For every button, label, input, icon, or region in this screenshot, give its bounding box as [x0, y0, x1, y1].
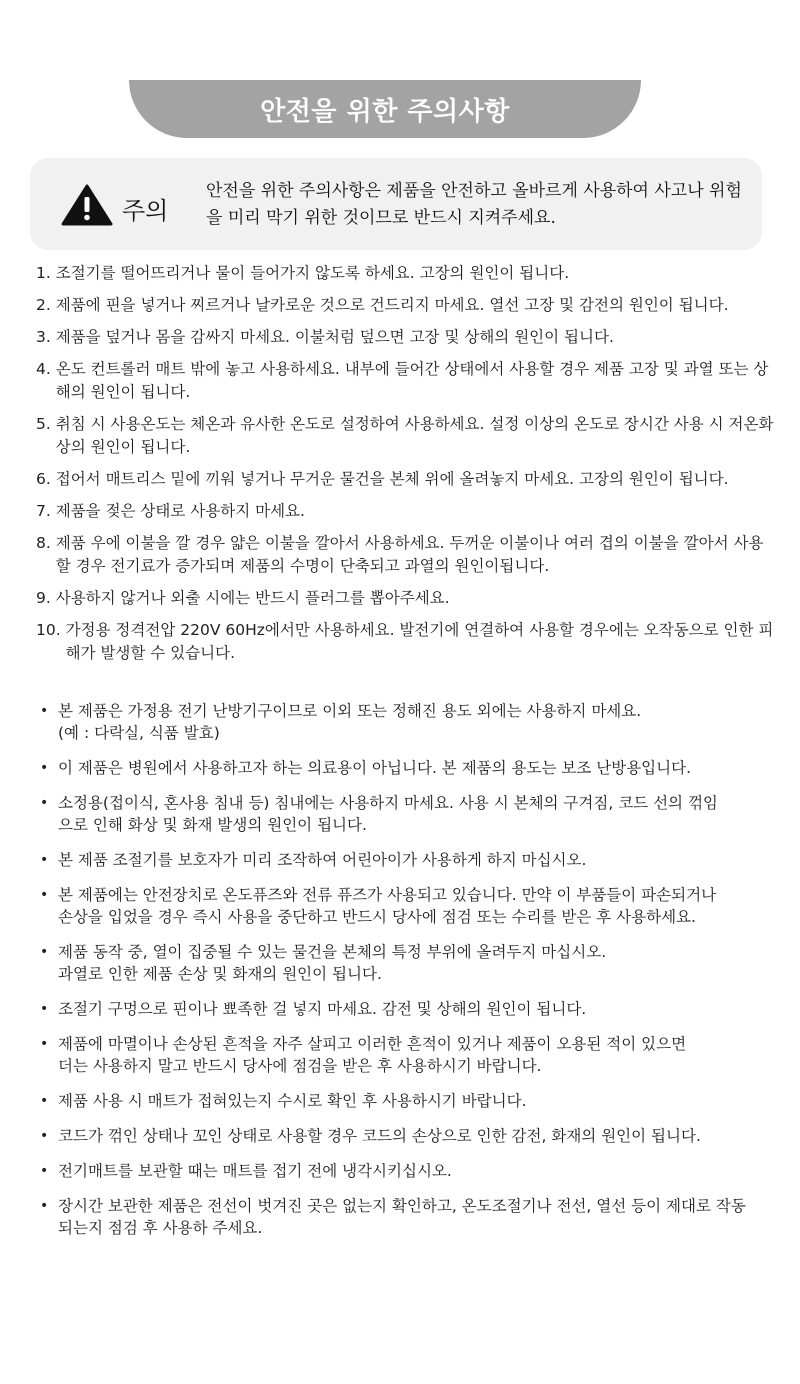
numbered-item: [36, 619, 776, 665]
bullet-item: [40, 998, 770, 1020]
bullet-text: 소정용(접이식, 혼사용 침내 등) 침내에는 사용하지 마세요. 사용 시 본체의 구겨짐, 코드 선의 꺾임 으로 인해 화상 및 화재 발생의 원인이 됩니다.: [58, 794, 718, 834]
item-number: 9.: [36, 589, 56, 607]
bullet-dot-icon: •: [40, 760, 49, 776]
bullet-item: [40, 1033, 770, 1077]
bullet-dot-icon: •: [40, 1093, 49, 1109]
bullet-dot-icon: •: [40, 1001, 49, 1017]
header-banner: [129, 80, 641, 138]
numbered-item: [36, 532, 776, 578]
bullet-dot-icon: •: [40, 1036, 49, 1052]
item-text: 접어서 매트리스 밑에 끼워 넣거나 무거운 물건을 본체 위에 올려놓지 마세요. 고장의 원인이 됩니다.: [55, 470, 729, 488]
bullet-item: [40, 700, 770, 744]
bullet-text: 제품에 마멸이나 손상된 흔적을 자주 살피고 이러한 흔적이 있거나 제품이 오용된 적이 있으면 더는 사용하지 말고 반드시 당사에 점검을 받은 후 사용하시기 바랍니다.: [58, 1035, 687, 1075]
item-text: 가정용 정격전압 220V 60Hz에서만 사용하세요. 발전기에 연결하여 사용할 경우에는 오작동으로 인한 피해가 발생할 수 있습니다.: [65, 621, 774, 662]
item-text: 취침 시 사용온도는 체온과 유사한 온도로 설정하여 사용하세요. 설정 이상의 온도로 장시간 사용 시 저온화상의 원인이 됩니다.: [55, 415, 774, 456]
bullet-text: 이 제품은 병원에서 사용하고자 하는 의료용이 아닙니다. 본 제품의 용도는 보조 난방용입니다.: [58, 759, 692, 777]
item-text: 온도 컨트롤러 매트 밖에 놓고 사용하세요. 내부에 들어간 상태에서 사용할 경우 제품 고장 및 과열 또는 상해의 원인이 됩니다.: [55, 360, 769, 401]
numbered-item: [36, 326, 776, 349]
bullet-item: [40, 941, 770, 985]
bullet-precautions: [40, 700, 770, 1252]
item-number: 8.: [36, 534, 56, 552]
caution-text: 안전을 위한 주의사항은 제품을 안전하고 올바르게 사용하여 사고나 위험을 미리 막기 위한 것이므로 반드시 지켜주세요.: [206, 181, 742, 228]
bullet-dot-icon: •: [40, 887, 49, 903]
bullet-text: 코드가 꺾인 상태나 꼬인 상태로 사용할 경우 코드의 손상으로 인한 감전, 화재의 원인이 됩니다.: [58, 1127, 701, 1145]
bullet-dot-icon: •: [40, 852, 49, 868]
bullet-dot-icon: •: [40, 703, 49, 719]
bullet-text: 본 제품은 가정용 전기 난방기구이므로 이외 또는 정해진 용도 외에는 사용하지 마세요. (예 : 다락실, 식품 발효): [58, 702, 642, 742]
item-number: 3.: [36, 328, 56, 346]
bullet-text: 장시간 보관한 제품은 전선이 벗겨진 곳은 없는지 확인하고, 온도조절기나 전선, 열선 등이 제대로 작동 되는지 점검 후 사용하 주세요.: [58, 1197, 746, 1237]
item-text: 제품 우에 이불을 깔 경우 얇은 이불을 깔아서 사용하세요. 두꺼운 이불이나 여러 겹의 이불을 깔아서 사용할 경우 전기료가 증가되며 제품의 수명이 단축되고 과열의 원인이됩니다.: [55, 534, 764, 575]
item-number: 2.: [36, 296, 56, 314]
numbered-item: [36, 262, 776, 285]
item-text: 사용하지 않거나 외출 시에는 반드시 플러그를 뽑아주세요.: [55, 589, 450, 607]
bullet-dot-icon: •: [40, 1198, 49, 1214]
bullet-text: 전기매트를 보관할 때는 매트를 접기 전에 냉각시키십시오.: [58, 1162, 452, 1180]
numbered-item: [36, 500, 776, 523]
numbered-item: [36, 294, 776, 317]
item-text: 제품을 덮거나 몸을 감싸지 마세요. 이불처럼 덮으면 고장 및 상해의 원인이 됩니다.: [55, 328, 614, 346]
bullet-item: [40, 792, 770, 836]
item-number: 6.: [36, 470, 56, 488]
bullet-item: [40, 1160, 770, 1182]
item-text: 조절기를 떨어뜨리거나 물이 들어가지 않도록 하세요. 고장의 원인이 됩니다.: [55, 264, 570, 282]
bullet-item: [40, 757, 770, 779]
item-text: 제품을 젖은 상태로 사용하지 마세요.: [55, 502, 305, 520]
bullet-item: [40, 1090, 770, 1112]
bullet-text: 제품 동작 중, 열이 집중될 수 있는 물건을 본체의 특정 부위에 올려두지 마십시오. 과열로 인한 제품 손상 및 화재의 원인이 됩니다.: [58, 943, 607, 983]
numbered-item: [36, 413, 776, 459]
bullet-dot-icon: •: [40, 795, 49, 811]
warning-triangle-icon: [61, 184, 113, 226]
bullet-item: [40, 1125, 770, 1147]
bullet-dot-icon: •: [40, 1128, 49, 1144]
numbered-item: [36, 587, 776, 610]
page-title: 안전을 위한 주의사항: [260, 96, 510, 127]
numbered-item: [36, 358, 776, 404]
bullet-text: 본 제품에는 안전장치로 온도퓨즈와 전류 퓨즈가 사용되고 있습니다. 만약 이 부품들이 파손되거나 손상을 입었을 경우 즉시 사용을 중단하고 반드시 당사에 점검 또는 수리를 받은 후 사용하세요.: [58, 886, 717, 926]
numbered-item: [36, 468, 776, 491]
bullet-text: 본 제품 조절기를 보호자가 미리 조작하여 어린아이가 사용하게 하지 마십시오.: [58, 851, 587, 869]
item-number: 4.: [36, 360, 56, 378]
numbered-precautions: [36, 262, 776, 674]
bullet-text: 제품 사용 시 매트가 접혀있는지 수시로 확인 후 사용하시기 바랍니다.: [58, 1092, 527, 1110]
bullet-item: [40, 884, 770, 928]
item-number: 7.: [36, 502, 56, 520]
bullet-item: [40, 849, 770, 871]
bullet-dot-icon: •: [40, 944, 49, 960]
bullet-item: [40, 1195, 770, 1239]
bullet-text: 조절기 구멍으로 핀이나 뾰족한 걸 넣지 마세요. 감전 및 상해의 원인이 됩니다.: [58, 1000, 587, 1018]
caution-box: [30, 158, 762, 250]
bullet-dot-icon: •: [40, 1163, 49, 1179]
caution-label: 주의: [122, 197, 169, 225]
item-text: 제품에 핀을 넣거나 찌르거나 날카로운 것으로 건드리지 마세요. 열선 고장 및 감전의 원인이 됩니다.: [55, 296, 729, 314]
item-number: 10.: [36, 621, 66, 639]
item-number: 1.: [36, 264, 56, 282]
item-number: 5.: [36, 415, 56, 433]
